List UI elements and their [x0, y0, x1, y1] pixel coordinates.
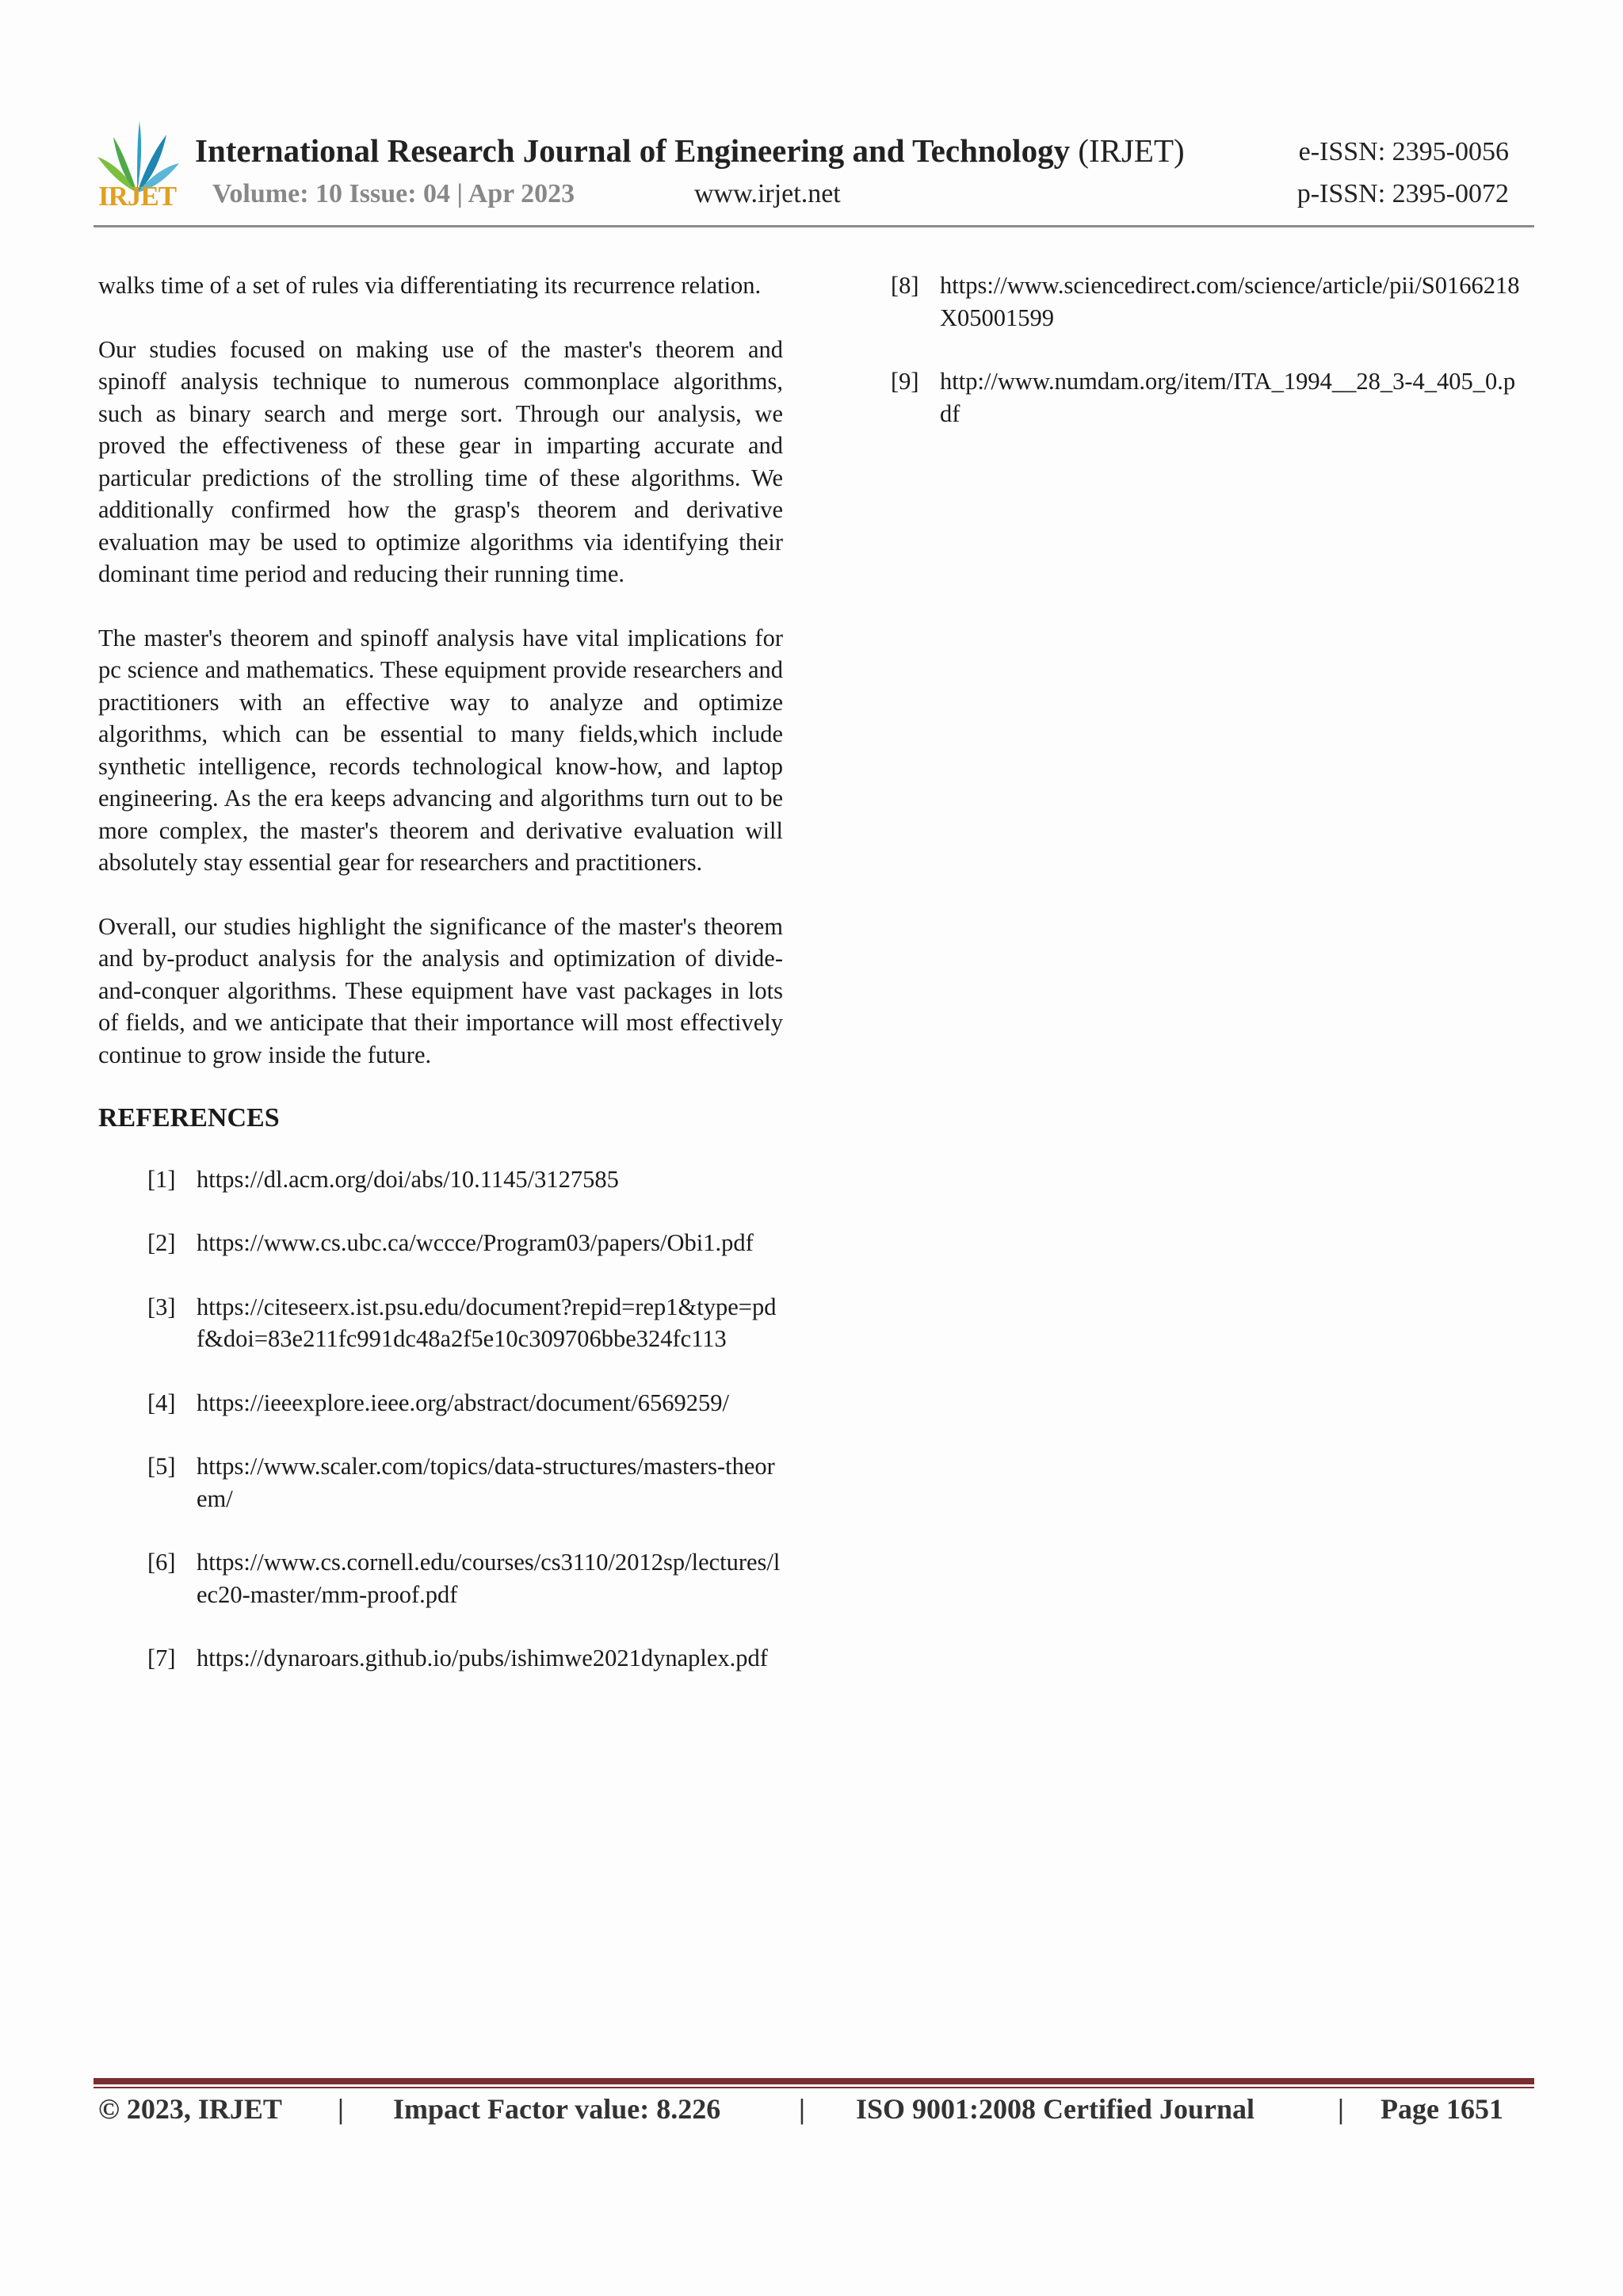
- footer-iso: ISO 9001:2008 Certified Journal: [856, 2093, 1254, 2125]
- right-column: [891, 269, 1522, 461]
- reference-link[interactable]: https://www.sciencedirect.com/science/article/pii/S0166218X05001599: [940, 272, 1520, 331]
- journal-title: [195, 132, 1185, 170]
- reference-link[interactable]: https://dynaroars.github.io/pubs/ishimwe2021dynaplex.pdf: [197, 1645, 768, 1671]
- body-paragraph: Overall, our studies highlight the significance of the master's theorem and by-product analysis for the analysis and optimization of divide-and-conquer algorithms. These equipment have vast packages in lots of fields, and we anticipate that their importance will most effectively continue to grow inside the future.: [98, 912, 783, 1068]
- reference-item: [891, 365, 1522, 430]
- journal-website-link[interactable]: www.irjet.net: [694, 179, 841, 208]
- reference-number: [5]: [147, 1453, 176, 1480]
- footer-divider-thin: [94, 2087, 1534, 2088]
- reference-item: [98, 1227, 783, 1259]
- reference-number: [4]: [147, 1389, 176, 1416]
- journal-name: International Research Journal of Engineering and Technology: [195, 132, 1071, 169]
- footer-separator: |: [799, 2093, 805, 2125]
- reference-item: [98, 1546, 783, 1610]
- body-paragraph: walks time of a set of rules via differentiating its recurrence relation.: [98, 272, 762, 299]
- reference-item: [98, 1291, 783, 1355]
- reference-number: [7]: [147, 1645, 176, 1671]
- left-column: [98, 269, 783, 1706]
- footer-impact-factor: Impact Factor value: 8.226: [393, 2093, 721, 2125]
- references-list-continued: [891, 269, 1522, 430]
- reference-item: [98, 1450, 783, 1515]
- reference-link[interactable]: https://www.cs.ubc.ca/wccce/Program03/papers/Obi1.pdf: [197, 1229, 754, 1256]
- reference-link[interactable]: https://dl.acm.org/doi/abs/10.1145/3127585: [197, 1165, 619, 1193]
- reference-number: [8]: [891, 272, 919, 299]
- footer-page-number: Page 1651: [1381, 2093, 1503, 2125]
- references-heading: REFERENCES: [98, 1103, 280, 1133]
- pissn: p-ISSN: 2395-0072: [1296, 179, 1509, 208]
- reference-link[interactable]: https://ieeexplore.ieee.org/abstract/document/6569259/: [197, 1389, 729, 1416]
- reference-item: [98, 1163, 783, 1196]
- body-paragraph: The master's theorem and spinoff analysis have vital implications for pc science and mathematics. These equipment provide researchers and practitioners with an effective way to analyze and optimize algorithms, which can be essential to many fields,which include synthetic intelligence, records technological know-how, and laptop engineering. As the era keeps advancing and algorithms turn out to be more complex, the master's theorem and derivative evaluation will absolutely stay essential gear for researchers and practitioners.: [98, 624, 783, 876]
- reference-item: [98, 1387, 783, 1419]
- logo-text: IRJET: [98, 181, 177, 212]
- logo-wordmark: [98, 181, 176, 212]
- reference-link[interactable]: https://www.cs.cornell.edu/courses/cs3110/2012sp/lectures/lec20-master/mm-proof.pdf: [197, 1549, 781, 1608]
- journal-abbr: (IRJET): [1078, 132, 1185, 169]
- reference-number: [9]: [891, 368, 919, 395]
- footer-separator: |: [1338, 2093, 1344, 2125]
- header-divider: [94, 225, 1534, 227]
- reference-number: [2]: [147, 1229, 176, 1256]
- reference-number: [3]: [147, 1293, 176, 1320]
- references-list: [98, 1163, 783, 1675]
- reference-number: [1]: [147, 1165, 176, 1193]
- reference-item: [98, 1642, 783, 1675]
- footer-divider: [94, 2078, 1534, 2084]
- reference-item: [891, 269, 1522, 334]
- reference-link[interactable]: https://citeseerx.ist.psu.edu/document?repid=rep1&type=pdf&doi=83e211fc991dc48a2f5e10c309706bbe324fc113: [197, 1293, 777, 1352]
- body-paragraph: Our studies focused on making use of the master's theorem and spinoff analysis technique to numerous commonplace algorithms, such as binary search and merge sort. Through our analysis, we proved the effectiveness of these gear in imparting accurate and particular predictions of the strolling time of these algorithms. We additionally confirmed how the grasp's theorem and derivative evaluation may be used to optimize algorithms via identifying their dominant time period and reducing their running time.: [98, 335, 783, 587]
- reference-number: [6]: [147, 1549, 176, 1576]
- footer-copyright: © 2023, IRJET: [98, 2093, 282, 2125]
- volume-issue: Volume: 10 Issue: 04 | Apr 2023: [212, 179, 575, 208]
- eissn: e-ISSN: 2395-0056: [1298, 137, 1509, 166]
- reference-link[interactable]: http://www.numdam.org/item/ITA_1994__28_3-4_405_0.pdf: [940, 368, 1516, 427]
- reference-link[interactable]: https://www.scaler.com/topics/data-structures/masters-theorem/: [197, 1453, 775, 1512]
- footer-separator: |: [338, 2093, 344, 2125]
